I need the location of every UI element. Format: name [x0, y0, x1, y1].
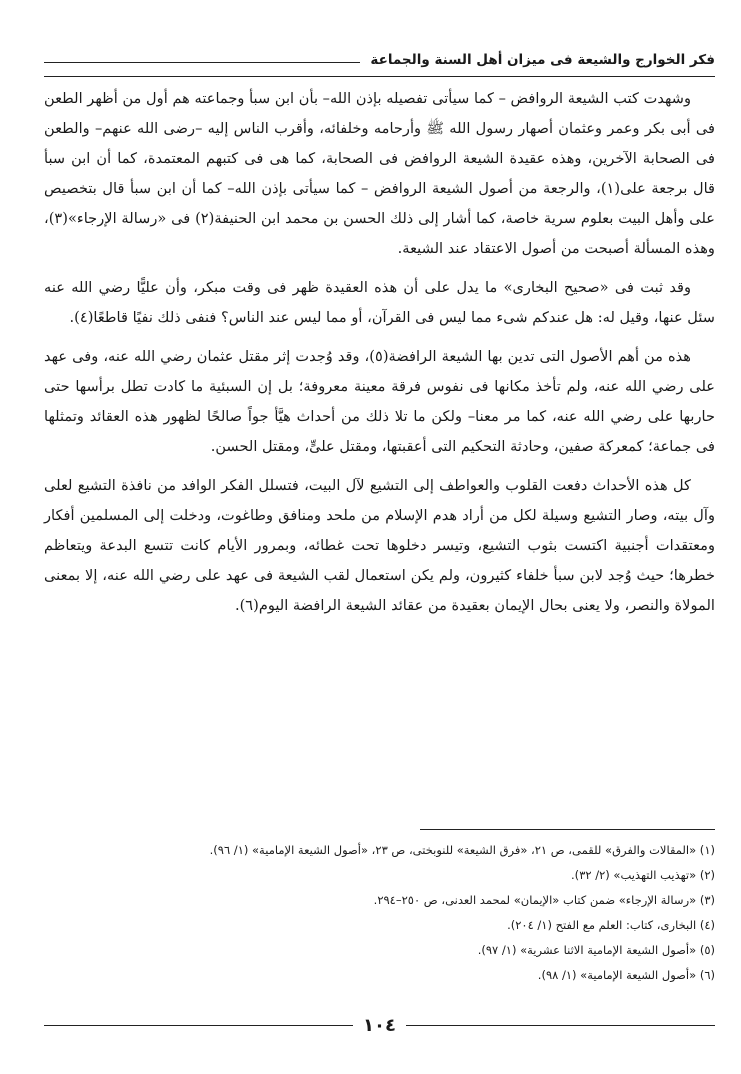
footnote-item: (٦) «أصول الشيعة الإمامية» (١/ ٩٨).: [537, 968, 715, 982]
footnote-separator: [420, 829, 715, 830]
footnotes-list: [44, 838, 715, 988]
footnote-item: (٤) البخارى، كتاب: العلم مع الفتح (١/ ٢٠٤).: [507, 918, 715, 932]
paragraph: هذه من أهم الأصول التى تدين بها الشيعة الرافضة(٥)، وقد وُجدت إثر مقتل عثمان رضي الله عنه، وفى عهد على رضي الله عنه، ولم تأخذ مكانها فى نفوس فرقة معينة معروفة؛ بل إن السبئية ما كادت تطل برأسها حتى حاربها على رضي الله عنه، كما مر معنا– ولكن ما تلا ذلك من أحداث هيَّأ جواً صالحًا لظهور هذه العقائد وتمثلها فى جماعة؛ كمعركة صفين، وحادثة التحكيم التى أعقبتها، ومقتل علىٍّ، ومقتل الحسن.: [44, 348, 715, 455]
header-underline: [44, 76, 715, 77]
header-rule: [44, 62, 360, 63]
footnote-item: (٣) «رسالة الإرجاء» ضمن كتاب «الإيمان» لمحمد العدنى، ص ٢٥٠–٢٩٤.: [373, 893, 715, 907]
footnote-item: (١) «المقالات والفرق» للقمى، ص ٢١، «فرق الشيعة» للنوبختى، ص ٢٣، «أصول الشيعة الإمامية» (١/ ٩٦).: [209, 843, 715, 857]
footer-rule-left: [44, 1025, 353, 1026]
paragraph: وشهدت كتب الشيعة الروافض – كما سيأتى تفصيله بإذن الله– بأن ابن سبأ وجماعته هم أول من أظهر الطعن فى أبى بكر وعمر وعثمان أصهار رسول الله ﷺ وأرحامه وخلفائه، وأقرب الناس إليه –رضى الله عنهم– والطعن فى الصحابة الآخرين، وهذه عقيدة الشيعة الروافض فى الصحابة، كما هى فى كتبهم المعتمدة، كما أن ابن سبأ قال برجعة على(١)، والرجعة من أصول الشيعة الروافض – كما سيأتى بإذن الله– كما أن ابن سبأ قال بتخصيص على وأهل البيت بعلوم سرية خاصة، كما أشار إلى ذلك الحسن بن محمد ابن الحنيفة(٢) فى «رسالة الإرجاء»(٣)، وهذه المسألة أصبحت من أصول الاعتقاد عند الشيعة.: [44, 90, 715, 257]
page-number: ١٠٤: [363, 1014, 396, 1036]
footnote-item: (٥) «أصول الشيعة الإمامية الاثنا عشرية» (١/ ٩٧).: [477, 943, 715, 957]
footer-rule-right: [406, 1025, 715, 1026]
running-header-title: فكر الخوارج والشيعة فى ميزان أهل السنة والجماعة: [370, 52, 715, 68]
body-text: [44, 84, 715, 630]
footnote-item: (٢) «تهذيب التهذيب» (٢/ ٣٢).: [571, 868, 715, 882]
page-footer: [44, 1010, 715, 1040]
paragraph: كل هذه الأحداث دفعت القلوب والعواطف إلى التشيع لآل البيت، فتسلل الفكر الوافد من نافذة التشيع لعلى وآل بيته، وصار التشيع وسيلة لكل من أراد هدم الإسلام من ملحد ومنافق وطاغوت، ودخلت إلى المسلمين أفكار ومعتقدات أجنبية اكتست بثوب التشيع، وتيسر دخلوها تحت غطائه، وبمرور الأيام كانت تتسع البدعة ويتعاظم خطرها؛ حيث وُجد لابن سبأ خلفاء كثيرون، ولم يكن استعمال لقب الشيعة فى عهد على رضي الله عنه، إلا بمعنى المولاة والنصر، ولا يعنى بحال الإيمان بعقيدة من عقائد الشيعة الرافضة اليوم(٦).: [44, 477, 715, 614]
running-header: [44, 40, 715, 80]
paragraph: وقد ثبت فى «صحيح البخارى» ما يدل على أن هذه العقيدة ظهر فى وقت مبكر، وأن عليًّا رضي الله عنه سئل عنها، وقيل له: هل عندكم شىء مما ليس فى القرآن، أو مما ليس عند الناس؟ فنفى ذلك نفيًا قاطعًا(٤).: [44, 279, 715, 326]
